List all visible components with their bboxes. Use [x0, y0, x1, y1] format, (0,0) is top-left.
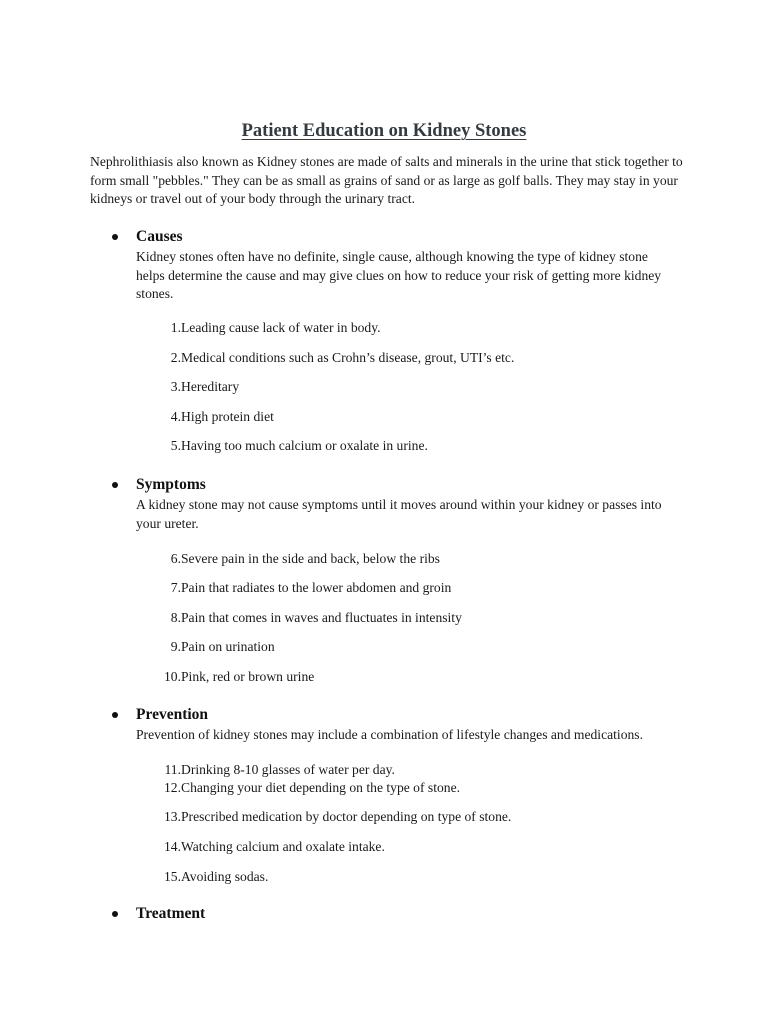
- list-item-text: Drinking 8-10 glasses of water per day.: [181, 762, 395, 777]
- list-item: [136, 838, 676, 856]
- list-item-number: 10.: [164, 669, 181, 684]
- section-text-causes: Kidney stones often have no definite, single cause, although knowing the type of kidney stone helps determine the cause and may give clues on how to reduce your risk of getting more kidney stones.: [136, 249, 662, 301]
- list-item: [136, 868, 676, 886]
- list-item: [136, 638, 676, 656]
- list-item: [136, 808, 676, 826]
- section-text-symptoms: A kidney stone may not cause symptoms until it moves around within your kidney or passes into your ureter.: [136, 497, 662, 531]
- list-item-number: 12.: [164, 780, 181, 795]
- bullet-icon: [112, 482, 118, 488]
- list-item: [136, 550, 676, 568]
- bullet-icon: [112, 234, 118, 240]
- list-item-number: 5.: [170, 438, 181, 453]
- list-item-number: 6.: [170, 551, 181, 566]
- list-item: [136, 349, 676, 367]
- section-text-prevention: Prevention of kidney stones may include a combination of lifestyle changes and medications.: [136, 727, 643, 742]
- list-item-number: 2.: [170, 350, 181, 365]
- list-item-text: High protein diet: [181, 409, 274, 424]
- list-item: [136, 319, 676, 337]
- list-item-text: Hereditary: [181, 379, 240, 394]
- section-heading-prevention: [112, 706, 208, 724]
- list-item-number: 4.: [170, 409, 181, 424]
- list-item-text: Watching calcium and oxalate intake.: [181, 839, 385, 854]
- list-item: [136, 378, 676, 396]
- list-item-number: 15.: [164, 869, 181, 884]
- page-title: Patient Education on Kidney Stones: [241, 121, 527, 141]
- bullet-icon: [112, 712, 118, 718]
- list-item-text: Having too much calcium or oxalate in urine.: [181, 438, 428, 453]
- list-item-number: 3.: [170, 379, 181, 394]
- list-item: [136, 779, 676, 797]
- list-item-text: Severe pain in the side and back, below the ribs: [181, 551, 440, 566]
- list-item-number: 14.: [164, 839, 181, 854]
- list-item: [136, 761, 676, 779]
- section-heading-label: Prevention: [136, 706, 209, 723]
- list-item: [136, 579, 676, 597]
- section-heading-label: Causes: [136, 228, 183, 245]
- section-heading-label: Treatment: [136, 905, 206, 922]
- list-item-text: Changing your diet depending on the type of stone.: [181, 780, 460, 795]
- list-item-number: 1.: [170, 320, 181, 335]
- list-item-number: 8.: [170, 610, 181, 625]
- list-item: [136, 437, 676, 455]
- list-item-text: Pain that radiates to the lower abdomen and groin: [181, 580, 452, 595]
- intro-paragraph: Nephrolithiasis also known as Kidney stones are made of salts and minerals in the urine that stick together to form small "pebbles." They can be as small as grains of sand or as large as golf balls. They may stay in your kidneys or travel out of your body through the urinary tract.: [90, 154, 683, 206]
- list-item-text: Prescribed medication by doctor depending on type of stone.: [181, 809, 512, 824]
- list-item: [136, 408, 676, 426]
- list-item-text: Medical conditions such as Crohn’s disease, grout, UTI’s etc.: [181, 350, 515, 365]
- list-item-number: 11.: [164, 762, 181, 777]
- section-heading-label: Symptoms: [136, 476, 206, 493]
- list-item-text: Avoiding sodas.: [181, 869, 269, 884]
- list-item-text: Leading cause lack of water in body.: [181, 320, 381, 335]
- list-item-text: Pain that comes in waves and fluctuates in intensity: [181, 610, 462, 625]
- section-heading-symptoms: [112, 476, 206, 494]
- section-heading-treatment: [112, 905, 205, 923]
- list-item-number: 13.: [164, 809, 181, 824]
- section-heading-causes: [112, 228, 183, 246]
- list-item-number: 9.: [170, 639, 181, 654]
- bullet-icon: [112, 911, 118, 917]
- list-item: [136, 609, 676, 627]
- list-item-number: 7.: [170, 580, 181, 595]
- list-item-text: Pain on urination: [181, 639, 275, 654]
- list-item: [136, 668, 676, 686]
- list-item-text: Pink, red or brown urine: [181, 669, 315, 684]
